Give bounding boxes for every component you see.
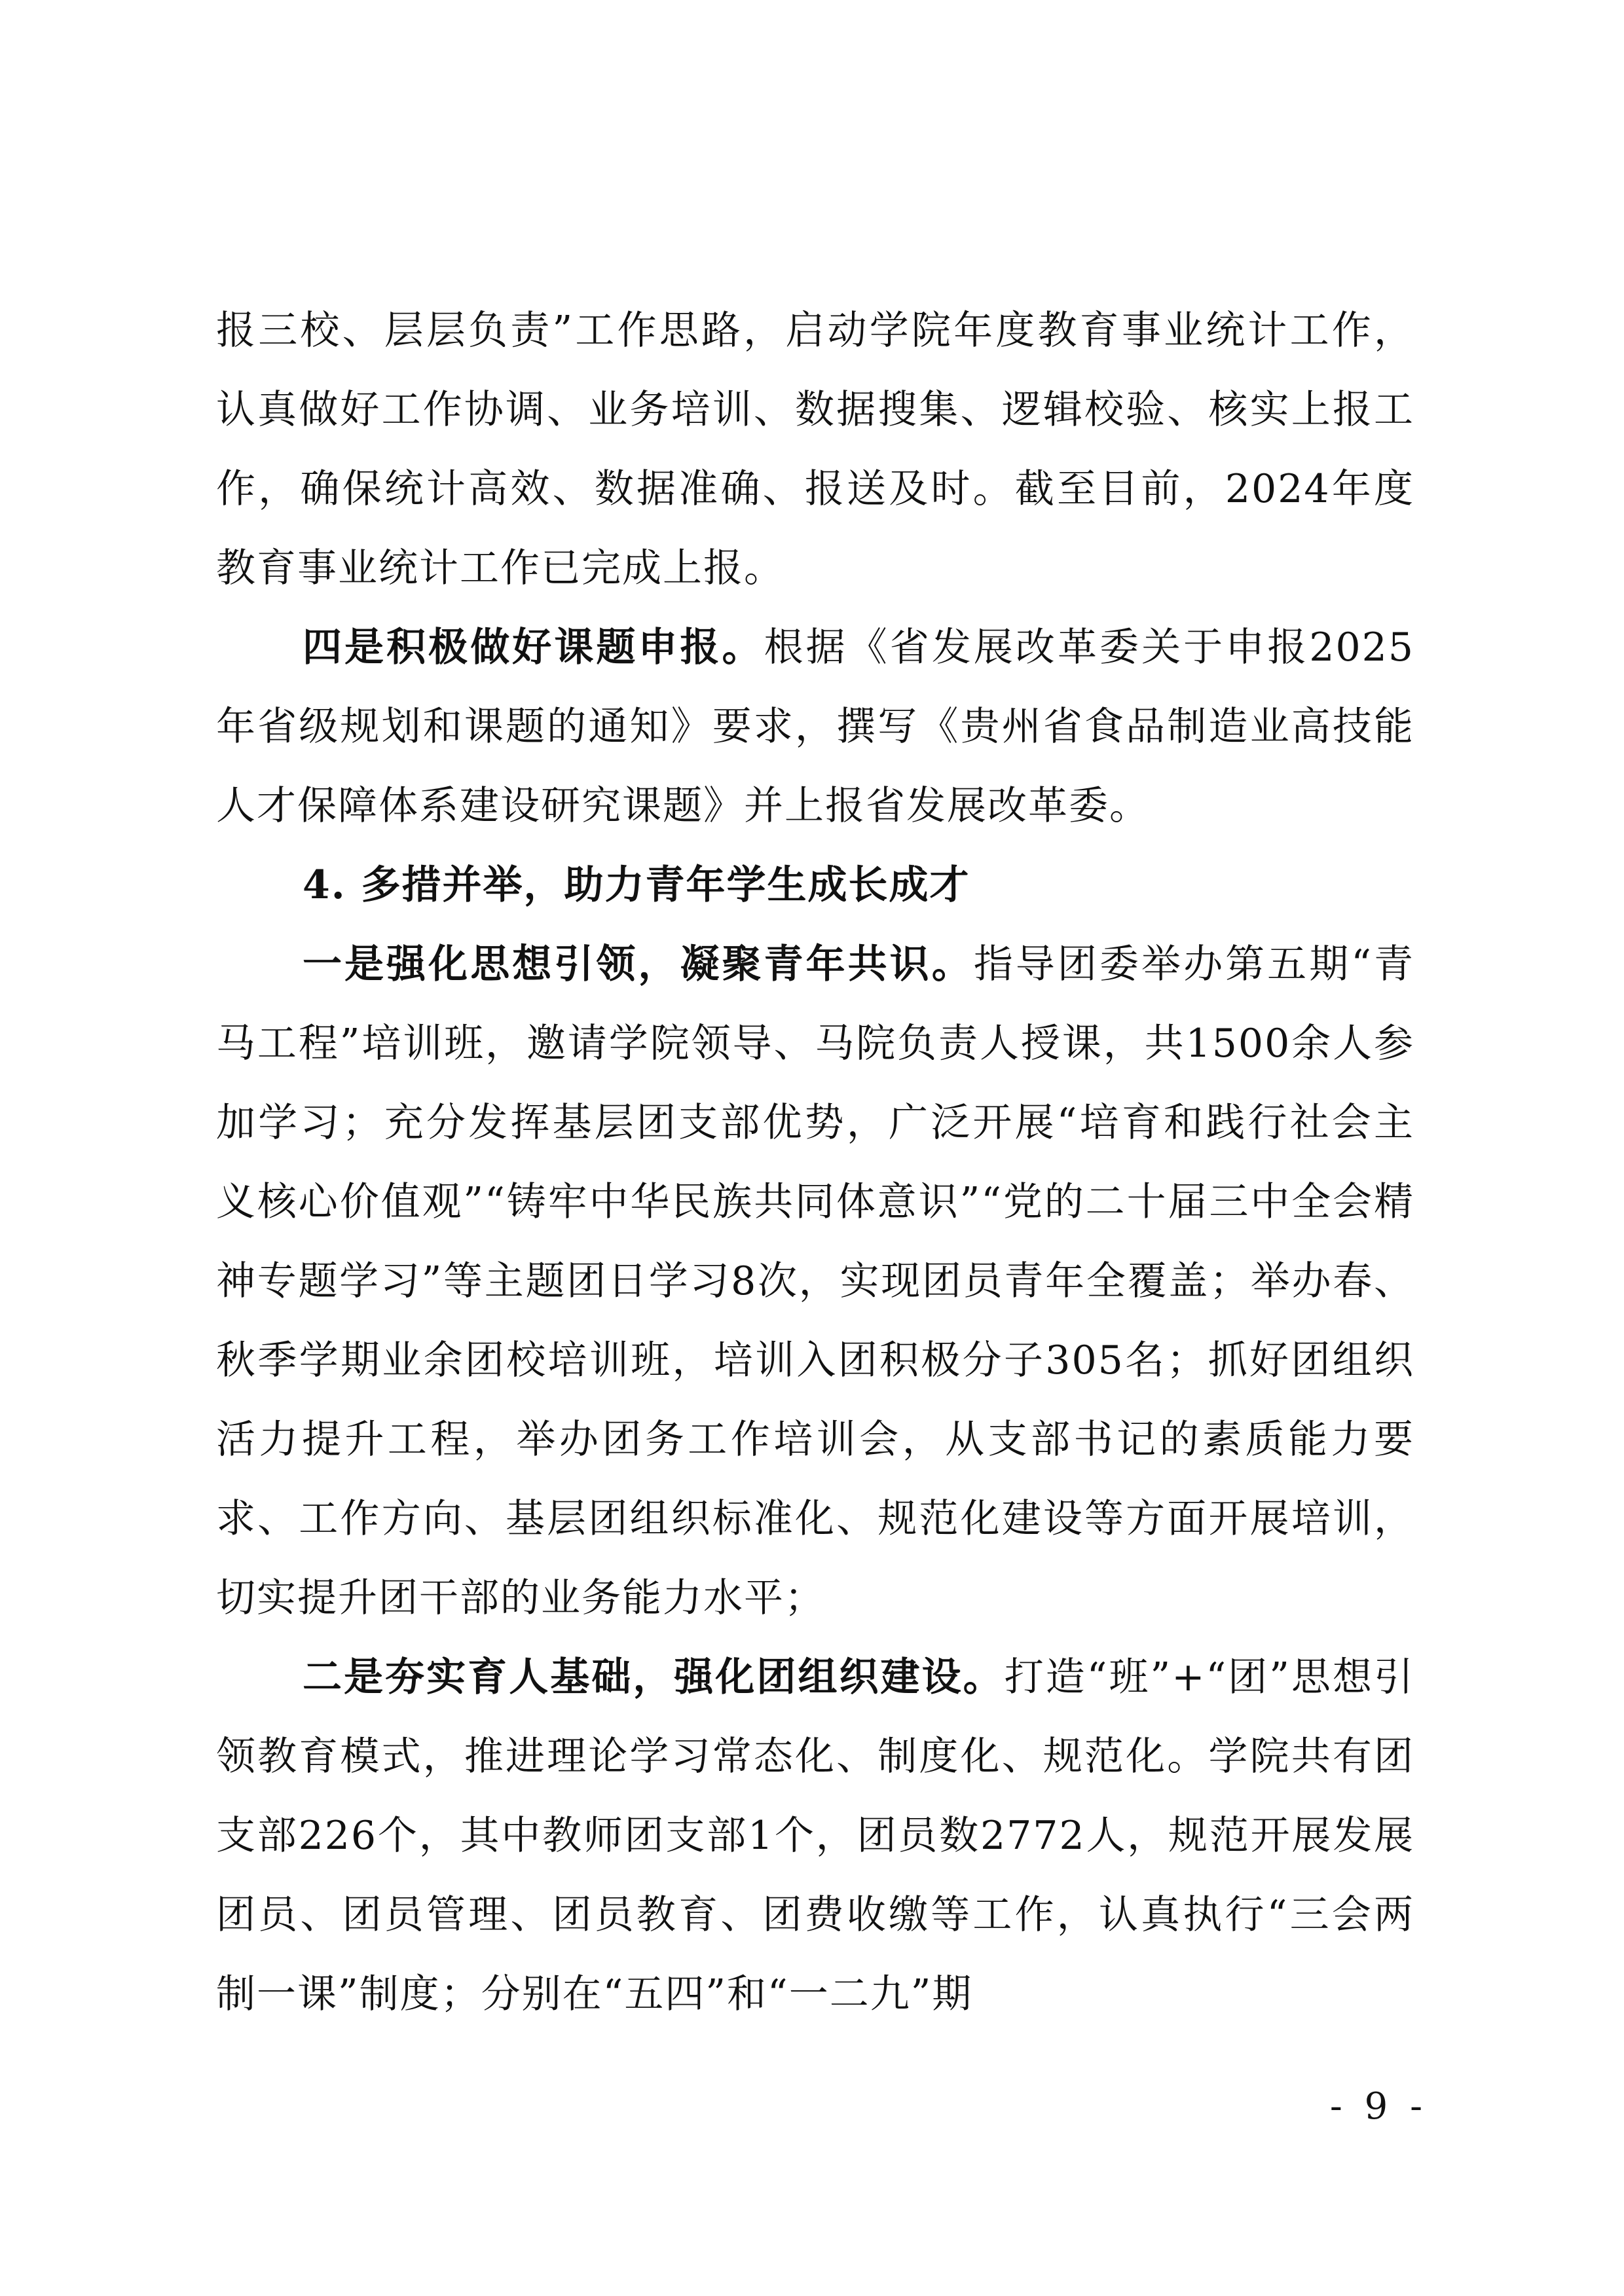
paragraph-ideological-guidance [216, 925, 1414, 1638]
page-number: - 9 - [1329, 2085, 1428, 2128]
paragraph-statistics-continued [216, 291, 1414, 608]
paragraph-lead: 二是夯实育人基础，强化团组织建设。 [303, 1654, 1005, 1700]
paragraph-text: 打造“班”+“团”思想引领教育模式，推进理论学习常态化、制度化、规范化。学院共有团支部226个，其中教师团支部1个，团员数2772人，规范开展发展团员、团员管理、团员教育、团费收缴等工作，认真执行“三会两制一课”制度；分别在“五四”和“一二九”期 [216, 1654, 1415, 2017]
document-body [216, 291, 1414, 2034]
paragraph-league-organization [216, 1638, 1414, 2034]
paragraph-text: 报三校、层层负责”工作思路，启动学院年度教育事业统计工作，认真做好工作协调、业务培训、数据搜集、逻辑校验、核实上报工作，确保统计高效、数据准确、报送及时。截至目前，2024年度教育事业统计工作已完成上报。 [216, 308, 1414, 591]
paragraph-lead: 四是积极做好课题申报。 [303, 625, 764, 670]
paragraph-text: 指导团委举办第五期“青马工程”培训班，邀请学院领导、马院负责人授课，共1500余人参加学习；充分发挥基层团支部优势，广泛开展“培育和践行社会主义核心价值观”“铸牢中华民族共同体意识”“党的二十届三中全会精神专题学习”等主题团日学习8次，实现团员青年全覆盖；举办春、秋季学期业余团校培训班，培训入团积极分子305名；抓好团组织活力提升工程，举办团务工作培训会，从支部书记的素质能力要求、工作方向、基层团组织标准化、规范化建设等方面开展培训，切实提升团干部的业务能力水平； [216, 941, 1414, 1621]
paragraph-project-application [216, 608, 1414, 846]
paragraph-text: 根据《省发展改革委关于申报2025年省级规划和课题的通知》要求，撰写《贵州省食品制造业高技能人才保障体系建设研究课题》并上报省发展改革委。 [216, 625, 1414, 829]
section-heading: 4. 多措并举，助力青年学生成长成才 [303, 862, 970, 908]
paragraph-lead: 一是强化思想引领，凝聚青年共识。 [303, 941, 974, 987]
